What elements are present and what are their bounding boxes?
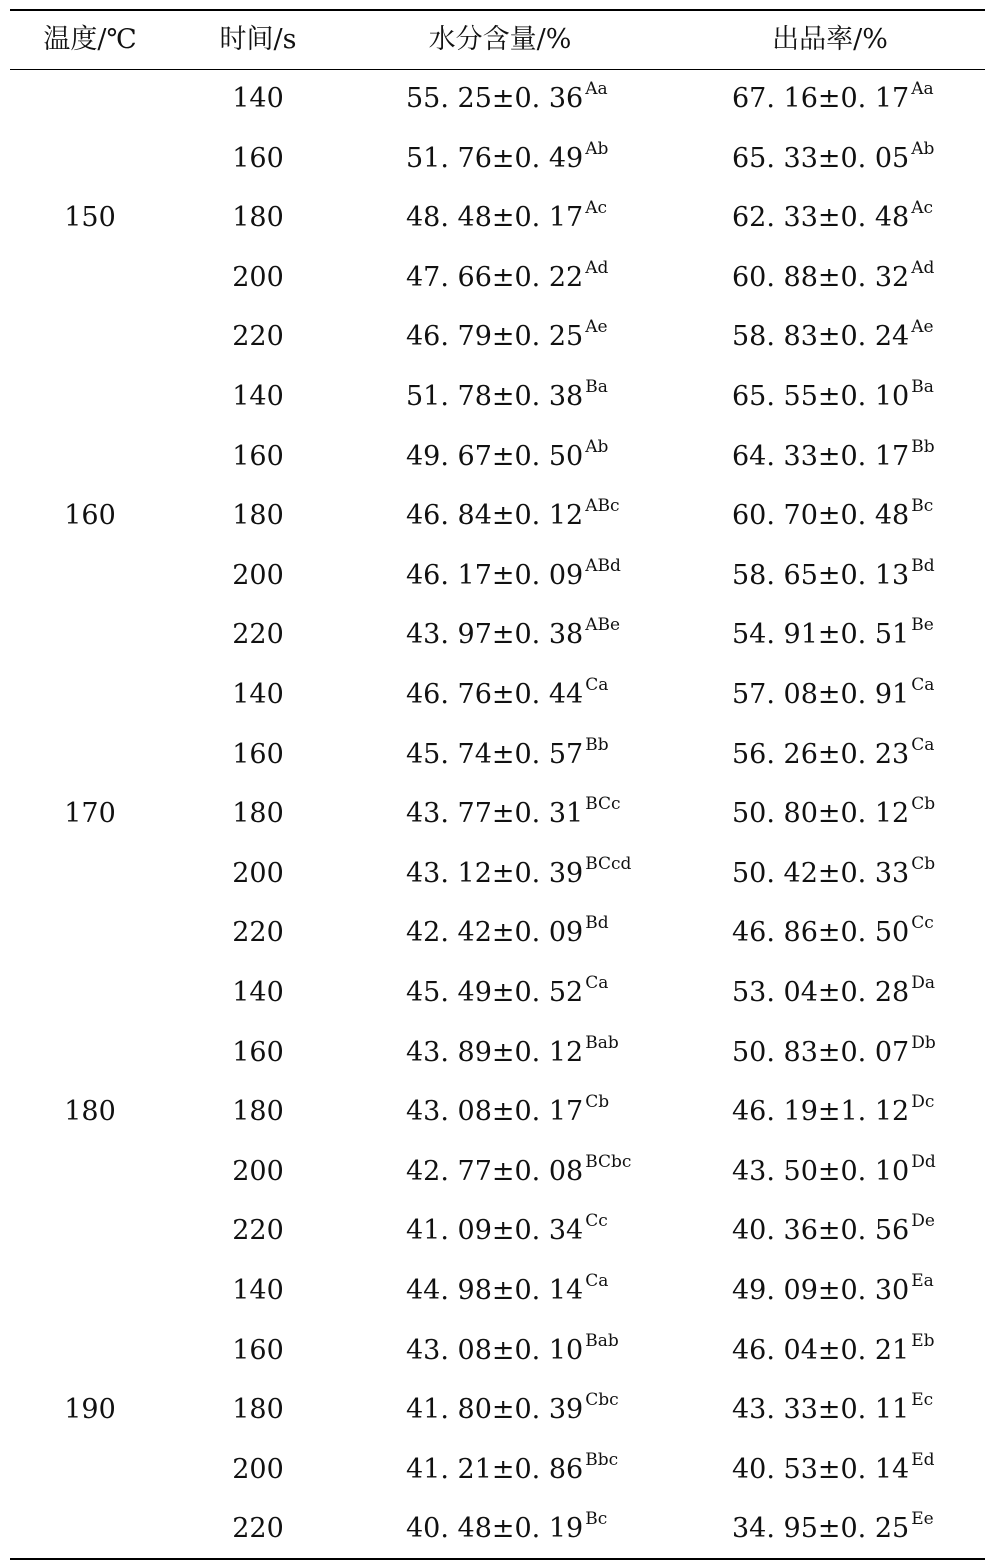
yield-cell-value: 43. 50±0. 10 bbox=[732, 1155, 910, 1187]
yield-cell-value: 58. 65±0. 13 bbox=[732, 559, 910, 591]
moisture-cell bbox=[406, 307, 608, 367]
moisture-cell-significance: Bbc bbox=[585, 1449, 619, 1470]
yield-cell-significance: Ec bbox=[911, 1390, 934, 1411]
time-cell: 180 bbox=[232, 202, 284, 234]
time-cell: 200 bbox=[232, 1453, 284, 1485]
yield-cell-significance: Eb bbox=[911, 1330, 935, 1351]
time-cell: 160 bbox=[232, 738, 284, 770]
time-cell: 220 bbox=[232, 321, 284, 353]
moisture-cell-value: 46. 17±0. 09 bbox=[406, 559, 584, 591]
yield-cell-significance: Bc bbox=[911, 496, 934, 517]
yield-cell-value: 34. 95±0. 25 bbox=[732, 1513, 910, 1545]
moisture-cell-significance: Ab bbox=[585, 436, 609, 457]
moisture-cell bbox=[406, 1321, 619, 1381]
time-cell: 180 bbox=[232, 1394, 284, 1426]
yield-cell-significance: Dc bbox=[911, 1092, 935, 1113]
moisture-cell bbox=[406, 605, 620, 665]
yield-cell-significance: Cb bbox=[911, 794, 936, 815]
temperature-cell: 160 bbox=[64, 500, 116, 532]
yield-cell bbox=[732, 963, 935, 1023]
time-cell: 140 bbox=[232, 1275, 284, 1306]
moisture-cell-value: 43. 08±0. 17 bbox=[406, 1096, 584, 1128]
moisture-cell-significance: Cb bbox=[585, 1092, 610, 1113]
moisture-cell-value: 41. 21±0. 86 bbox=[406, 1453, 584, 1485]
yield-cell-significance: Dd bbox=[911, 1151, 936, 1172]
yield-cell-value: 50. 42±0. 33 bbox=[732, 857, 910, 889]
temperature-cell: 190 bbox=[64, 1394, 116, 1426]
temperature-cell: 170 bbox=[64, 798, 116, 830]
moisture-cell bbox=[406, 725, 609, 785]
yield-cell-value: 64. 33±0. 17 bbox=[732, 440, 910, 472]
yield-cell-significance: Bb bbox=[911, 436, 935, 457]
moisture-cell-significance: Ca bbox=[585, 973, 609, 993]
moisture-cell bbox=[406, 248, 608, 308]
yield-cell bbox=[732, 307, 934, 367]
yield-cell-significance: Be bbox=[911, 615, 934, 636]
yield-cell-value: 46. 86±0. 50 bbox=[732, 917, 910, 949]
moisture-cell bbox=[406, 427, 608, 487]
time-cell: 160 bbox=[232, 142, 284, 174]
moisture-cell-value: 45. 49±0. 52 bbox=[406, 977, 584, 1008]
yield-cell-value: 46. 19±1. 12 bbox=[732, 1096, 910, 1128]
yield-cell-significance: Ac bbox=[911, 198, 934, 219]
yield-cell bbox=[732, 1023, 936, 1083]
time-cell: 220 bbox=[232, 1513, 284, 1545]
time-cell: 220 bbox=[232, 1215, 284, 1247]
moisture-cell-value: 40. 48±0. 19 bbox=[406, 1513, 584, 1545]
time-cell: 160 bbox=[232, 1334, 284, 1366]
time-cell: 140 bbox=[232, 381, 284, 412]
yield-cell-value: 60. 88±0. 32 bbox=[732, 261, 910, 293]
time-cell: 160 bbox=[232, 440, 284, 472]
yield-cell bbox=[732, 725, 934, 785]
yield-cell bbox=[732, 1499, 934, 1559]
time-cell: 140 bbox=[232, 977, 284, 1008]
time-cell: 200 bbox=[232, 559, 284, 591]
yield-cell-value: 65. 33±0. 05 bbox=[732, 142, 910, 174]
yield-cell-value: 58. 83±0. 24 bbox=[732, 321, 910, 353]
yield-cell bbox=[732, 188, 933, 248]
moisture-cell-significance: Cc bbox=[585, 1211, 608, 1232]
moisture-cell-significance: Ae bbox=[585, 317, 608, 338]
temperature-cell: 180 bbox=[64, 1096, 116, 1128]
yield-cell bbox=[732, 1142, 936, 1202]
moisture-cell bbox=[406, 903, 609, 963]
moisture-cell-value: 49. 67±0. 50 bbox=[406, 440, 584, 472]
moisture-cell-significance: Bd bbox=[585, 913, 609, 934]
top-rule bbox=[10, 9, 985, 11]
yield-cell-significance: Db bbox=[911, 1032, 936, 1053]
yield-cell bbox=[732, 844, 935, 904]
yield-cell bbox=[732, 1261, 934, 1321]
time-cell: 140 bbox=[232, 83, 284, 114]
yield-cell-significance: Bd bbox=[911, 555, 935, 576]
yield-cell-significance: Ae bbox=[911, 317, 934, 338]
time-cell: 180 bbox=[232, 798, 284, 830]
yield-cell bbox=[732, 1440, 935, 1500]
moisture-cell bbox=[406, 784, 621, 844]
moisture-cell-value: 43. 89±0. 12 bbox=[406, 1036, 584, 1068]
yield-cell-value: 62. 33±0. 48 bbox=[732, 202, 910, 234]
yield-cell-value: 40. 36±0. 56 bbox=[732, 1215, 910, 1247]
header-moisture: 水分含量/% bbox=[428, 24, 572, 55]
moisture-cell-significance: ABc bbox=[585, 496, 620, 517]
yield-cell-significance: Da bbox=[911, 973, 935, 993]
yield-cell-value: 54. 91±0. 51 bbox=[732, 619, 910, 651]
yield-cell-significance: Ea bbox=[911, 1271, 934, 1291]
moisture-cell-significance: Bab bbox=[585, 1330, 619, 1351]
moisture-cell bbox=[406, 1023, 619, 1083]
moisture-cell-significance: Ca bbox=[585, 675, 609, 695]
moisture-cell-value: 51. 76±0. 49 bbox=[406, 142, 584, 174]
yield-cell-significance: Ab bbox=[911, 138, 935, 159]
temperature-cell: 150 bbox=[64, 202, 116, 234]
yield-cell bbox=[732, 69, 934, 129]
time-cell: 200 bbox=[232, 1155, 284, 1187]
yield-cell bbox=[732, 248, 934, 308]
yield-cell-significance: De bbox=[911, 1211, 935, 1232]
yield-cell bbox=[732, 605, 934, 665]
moisture-cell-value: 46. 79±0. 25 bbox=[406, 321, 584, 353]
yield-cell-value: 50. 80±0. 12 bbox=[732, 798, 910, 830]
yield-cell-significance: Ca bbox=[911, 675, 935, 695]
moisture-cell-value: 55. 25±0. 36 bbox=[406, 83, 584, 114]
moisture-cell bbox=[406, 188, 607, 248]
moisture-cell-value: 42. 42±0. 09 bbox=[406, 917, 584, 949]
yield-cell bbox=[732, 1321, 935, 1381]
yield-cell-value: 60. 70±0. 48 bbox=[732, 500, 910, 532]
moisture-cell bbox=[406, 1380, 619, 1440]
moisture-cell-significance: Ba bbox=[585, 377, 608, 397]
header-yield: 出品率/% bbox=[772, 24, 888, 55]
moisture-cell-value: 41. 09±0. 34 bbox=[406, 1215, 584, 1247]
yield-cell-significance: Ca bbox=[911, 734, 935, 755]
yield-cell-value: 46. 04±0. 21 bbox=[732, 1334, 910, 1366]
yield-cell bbox=[732, 129, 934, 189]
moisture-cell bbox=[406, 1440, 618, 1500]
moisture-cell bbox=[406, 486, 620, 546]
moisture-cell-significance: Bab bbox=[585, 1032, 619, 1053]
moisture-cell bbox=[406, 844, 631, 904]
moisture-cell bbox=[406, 546, 621, 606]
moisture-cell-significance: BCbc bbox=[585, 1151, 632, 1172]
moisture-cell bbox=[406, 1082, 609, 1142]
time-cell: 180 bbox=[232, 500, 284, 532]
moisture-cell bbox=[406, 69, 608, 129]
moisture-cell-significance: Ca bbox=[585, 1271, 609, 1291]
time-cell: 160 bbox=[232, 1036, 284, 1068]
moisture-cell-significance: BCcd bbox=[585, 853, 632, 874]
yield-cell-value: 49. 09±0. 30 bbox=[732, 1275, 910, 1306]
time-cell: 180 bbox=[232, 1096, 284, 1128]
moisture-cell bbox=[406, 1142, 631, 1202]
time-cell: 200 bbox=[232, 857, 284, 889]
yield-cell-significance: Aa bbox=[911, 79, 934, 99]
yield-cell-significance: Cb bbox=[911, 853, 936, 874]
moisture-cell-value: 43. 97±0. 38 bbox=[406, 619, 584, 651]
yield-cell-value: 53. 04±0. 28 bbox=[732, 977, 910, 1008]
moisture-cell-significance: Ac bbox=[585, 198, 608, 219]
time-cell: 220 bbox=[232, 917, 284, 949]
yield-cell-significance: Ad bbox=[911, 257, 935, 278]
yield-cell-value: 56. 26±0. 23 bbox=[732, 738, 910, 770]
moisture-cell bbox=[406, 1499, 607, 1559]
yield-cell bbox=[732, 665, 934, 725]
time-cell: 200 bbox=[232, 261, 284, 293]
yield-cell-value: 50. 83±0. 07 bbox=[732, 1036, 910, 1068]
moisture-cell-significance: Ab bbox=[585, 138, 609, 159]
header-time: 时间/s bbox=[219, 24, 297, 55]
moisture-cell bbox=[406, 1261, 608, 1321]
yield-cell-value: 40. 53±0. 14 bbox=[732, 1453, 910, 1485]
yield-cell-value: 43. 33±0. 11 bbox=[732, 1394, 910, 1426]
yield-cell-significance: Ba bbox=[911, 377, 934, 397]
yield-cell bbox=[732, 486, 933, 546]
yield-cell-significance: Ee bbox=[911, 1509, 934, 1530]
moisture-cell-significance: Aa bbox=[585, 79, 608, 99]
yield-cell bbox=[732, 903, 934, 963]
yield-cell-value: 65. 55±0. 10 bbox=[732, 381, 910, 412]
header-temperature: 温度/℃ bbox=[43, 24, 137, 55]
moisture-cell-significance: ABe bbox=[585, 615, 621, 636]
moisture-cell bbox=[406, 129, 608, 189]
moisture-cell-value: 41. 80±0. 39 bbox=[406, 1394, 584, 1426]
moisture-cell-value: 43. 12±0. 39 bbox=[406, 857, 584, 889]
yield-cell bbox=[732, 427, 935, 487]
moisture-cell-value: 48. 48±0. 17 bbox=[406, 202, 584, 234]
moisture-cell-value: 51. 78±0. 38 bbox=[406, 381, 584, 412]
yield-cell bbox=[732, 367, 934, 427]
yield-cell-value: 57. 08±0. 91 bbox=[732, 679, 910, 710]
moisture-cell-value: 43. 77±0. 31 bbox=[406, 798, 584, 830]
moisture-cell-significance: Bc bbox=[585, 1509, 608, 1530]
moisture-cell-significance: BCc bbox=[585, 794, 621, 815]
yield-cell bbox=[732, 1201, 935, 1261]
moisture-cell bbox=[406, 665, 608, 725]
yield-cell bbox=[732, 1082, 934, 1142]
moisture-cell-value: 44. 98±0. 14 bbox=[406, 1275, 584, 1306]
moisture-cell-significance: Bb bbox=[585, 734, 609, 755]
moisture-cell-significance: Ad bbox=[585, 257, 609, 278]
moisture-cell bbox=[406, 367, 608, 427]
moisture-cell bbox=[406, 963, 608, 1023]
moisture-cell-significance: Cbc bbox=[585, 1390, 619, 1411]
time-cell: 140 bbox=[232, 679, 284, 710]
moisture-cell-value: 46. 84±0. 12 bbox=[406, 500, 584, 532]
yield-cell-significance: Ed bbox=[911, 1449, 935, 1470]
moisture-cell-value: 42. 77±0. 08 bbox=[406, 1155, 584, 1187]
time-cell: 220 bbox=[232, 619, 284, 651]
yield-cell-significance: Cc bbox=[911, 913, 934, 934]
moisture-cell-value: 45. 74±0. 57 bbox=[406, 738, 584, 770]
bottom-rule bbox=[10, 1558, 985, 1560]
moisture-cell-value: 43. 08±0. 10 bbox=[406, 1334, 584, 1366]
moisture-cell-significance: ABd bbox=[585, 555, 621, 576]
moisture-cell-value: 47. 66±0. 22 bbox=[406, 261, 584, 293]
moisture-cell bbox=[406, 1201, 608, 1261]
yield-cell bbox=[732, 1380, 933, 1440]
yield-cell bbox=[732, 784, 935, 844]
moisture-cell-value: 46. 76±0. 44 bbox=[406, 679, 584, 710]
yield-cell bbox=[732, 546, 935, 606]
yield-cell-value: 67. 16±0. 17 bbox=[732, 83, 910, 114]
